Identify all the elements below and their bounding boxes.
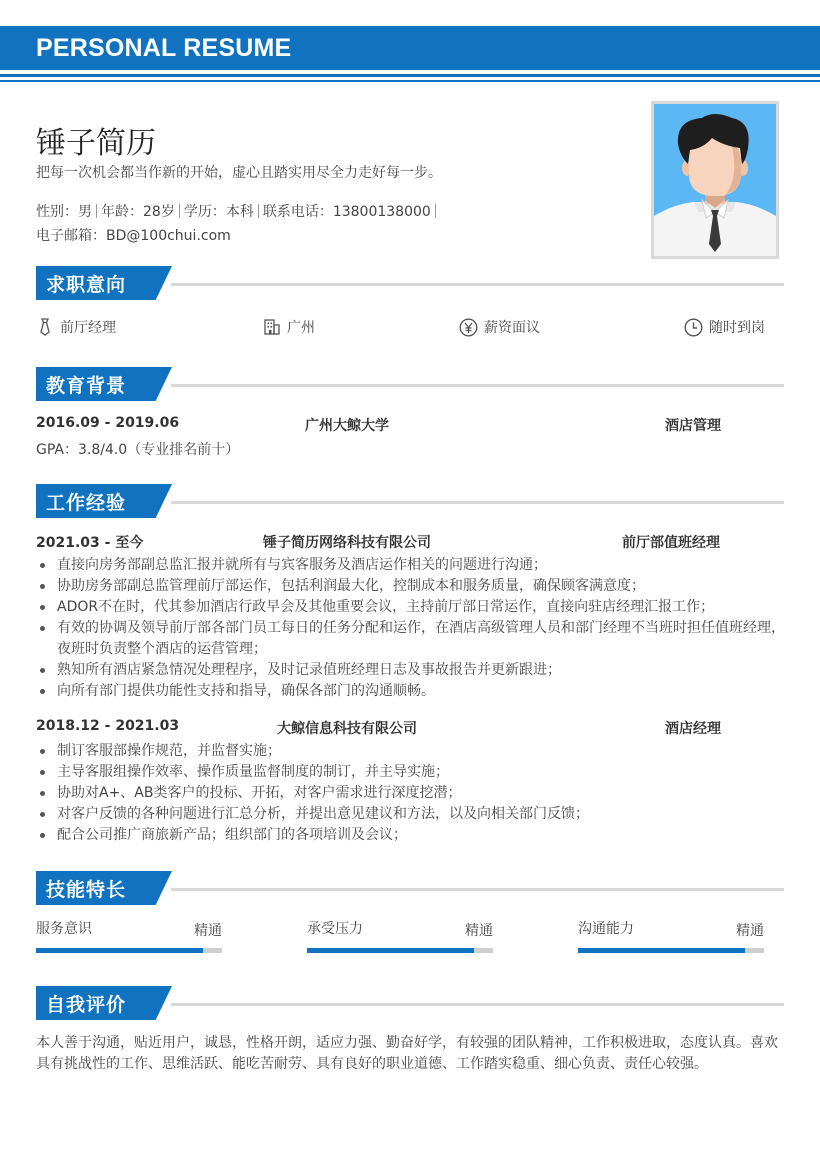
header-banner <box>0 26 820 70</box>
avatar-icon <box>654 104 776 256</box>
work-company: 大鲸信息科技有限公司 <box>277 721 417 737</box>
list-item: 主导客服组操作效率、操作质量监督制度的制订，并主导实施； <box>36 762 786 783</box>
section-title: 工作经验 <box>46 492 127 514</box>
skill-level: 精通 <box>194 923 222 939</box>
banner-title: PERSONAL RESUME <box>36 34 292 62</box>
work-title: 前厅部值班经理 <box>622 535 720 551</box>
gender-info: 性别：男 <box>36 201 101 221</box>
work-period: 2021.03 - 至今 <box>36 535 144 551</box>
email-info: 电子邮箱：BD@100chui.com <box>36 228 231 244</box>
intent-position-label: 前厅经理 <box>60 320 116 336</box>
education-level-info: 学历：本科 <box>184 201 263 221</box>
skill-progress-fill <box>36 948 203 953</box>
skill-level: 精通 <box>465 923 493 939</box>
intent-salary <box>459 317 540 337</box>
intent-arrival-label: 随时到岗 <box>709 320 765 336</box>
phone-info: 联系电话：13800138000 <box>263 201 440 221</box>
skill-name: 沟通能力 <box>578 921 634 937</box>
list-item: 对客户反馈的各种问题进行汇总分析，并提出意见建议和方法，以及向相关部门反馈； <box>36 804 786 825</box>
skill-name: 服务意识 <box>36 921 92 937</box>
section-header-work <box>36 484 784 518</box>
self-evaluation-text: 本人善于沟通，贴近用户，诚恳，性格开朗，适应力强、勤奋好学，有较强的团队精神，工作积极进取，态度认真。喜欢具有挑战性的工作、思维活跃、能吃苦耐劳、具有良好的职业道德、工作踏实稳重、细心负责、责任心较强。 <box>36 1035 778 1072</box>
section-title: 自我评价 <box>46 994 127 1016</box>
work-duties-list <box>36 555 786 702</box>
resume-name: 锤子简历 <box>36 126 156 161</box>
section-header-education <box>36 367 784 401</box>
education-school: 广州大鲸大学 <box>305 418 389 434</box>
skill-progress-fill <box>307 948 474 953</box>
building-icon <box>263 318 281 336</box>
skill-progress-bar <box>307 948 493 953</box>
skill-progress-bar <box>36 948 222 953</box>
section-title: 求职意向 <box>46 274 127 296</box>
intent-position <box>36 317 116 337</box>
profile-photo <box>651 101 779 259</box>
work-title: 酒店经理 <box>665 721 721 737</box>
intent-salary-label: 薪资面议 <box>484 320 540 336</box>
work-company: 锤子简历网络科技有限公司 <box>263 535 431 551</box>
list-item: 直接向房务部副总监汇报并就所有与宾客服务及酒店运作相关的问题进行沟通； <box>36 555 786 576</box>
intent-city <box>263 317 315 337</box>
section-header-intent <box>36 266 784 300</box>
work-duties-list <box>36 741 786 846</box>
list-item: ADOR不在时，代其参加酒店行政早会及其他重要会议，主持前厅部日常运作，直接向驻店经理汇报工作； <box>36 597 786 618</box>
education-major: 酒店管理 <box>665 418 721 434</box>
list-item: 配合公司推广商旅新产品；组织部门的各项培训及会议； <box>36 825 786 846</box>
skill-level: 精通 <box>736 923 764 939</box>
list-item: 制订客服部操作规范，并监督实施； <box>36 741 786 762</box>
tie-icon <box>36 318 54 336</box>
education-gpa: GPA：3.8/4.0（专业排名前十） <box>36 442 240 458</box>
banner-divider <box>0 80 820 82</box>
education-period: 2016.09 - 2019.06 <box>36 415 180 431</box>
section-title: 教育背景 <box>46 375 127 397</box>
motto: 把每一次机会都当作新的开始，虚心且踏实用尽全力走好每一步。 <box>36 165 442 181</box>
list-item: 有效的协调及领导前厅部各部门员工每日的任务分配和运作，在酒店高级管理人员和部门经理不当班时担任值班经理，夜班时负责整个酒店的运营管理； <box>36 618 786 660</box>
clock-icon <box>684 318 703 337</box>
list-item: 协助房务部副总监管理前厅部运作，包括利润最大化，控制成本和服务质量，确保顾客满意度； <box>36 576 786 597</box>
skill-progress-bar <box>578 948 764 953</box>
section-header-self-eval <box>36 986 784 1020</box>
skill-name: 承受压力 <box>307 921 363 937</box>
yen-icon <box>459 318 478 337</box>
basic-info-row <box>36 201 440 221</box>
work-period: 2018.12 - 2021.03 <box>36 718 180 734</box>
skill-progress-fill <box>578 948 745 953</box>
list-item: 协助对A+、AB类客户的投标、开拓，对客户需求进行深度挖潜； <box>36 783 786 804</box>
age-info: 年龄：28岁 <box>101 201 184 221</box>
section-header-skills <box>36 871 784 905</box>
banner-divider <box>0 74 820 77</box>
list-item: 熟知所有酒店紧急情况处理程序，及时记录值班经理日志及事故报告并更新跟进； <box>36 660 786 681</box>
list-item: 向所有部门提供功能性支持和指导，确保各部门的沟通顺畅。 <box>36 681 786 702</box>
section-title: 技能特长 <box>46 879 127 901</box>
intent-city-label: 广州 <box>287 320 315 336</box>
intent-arrival <box>684 317 765 337</box>
